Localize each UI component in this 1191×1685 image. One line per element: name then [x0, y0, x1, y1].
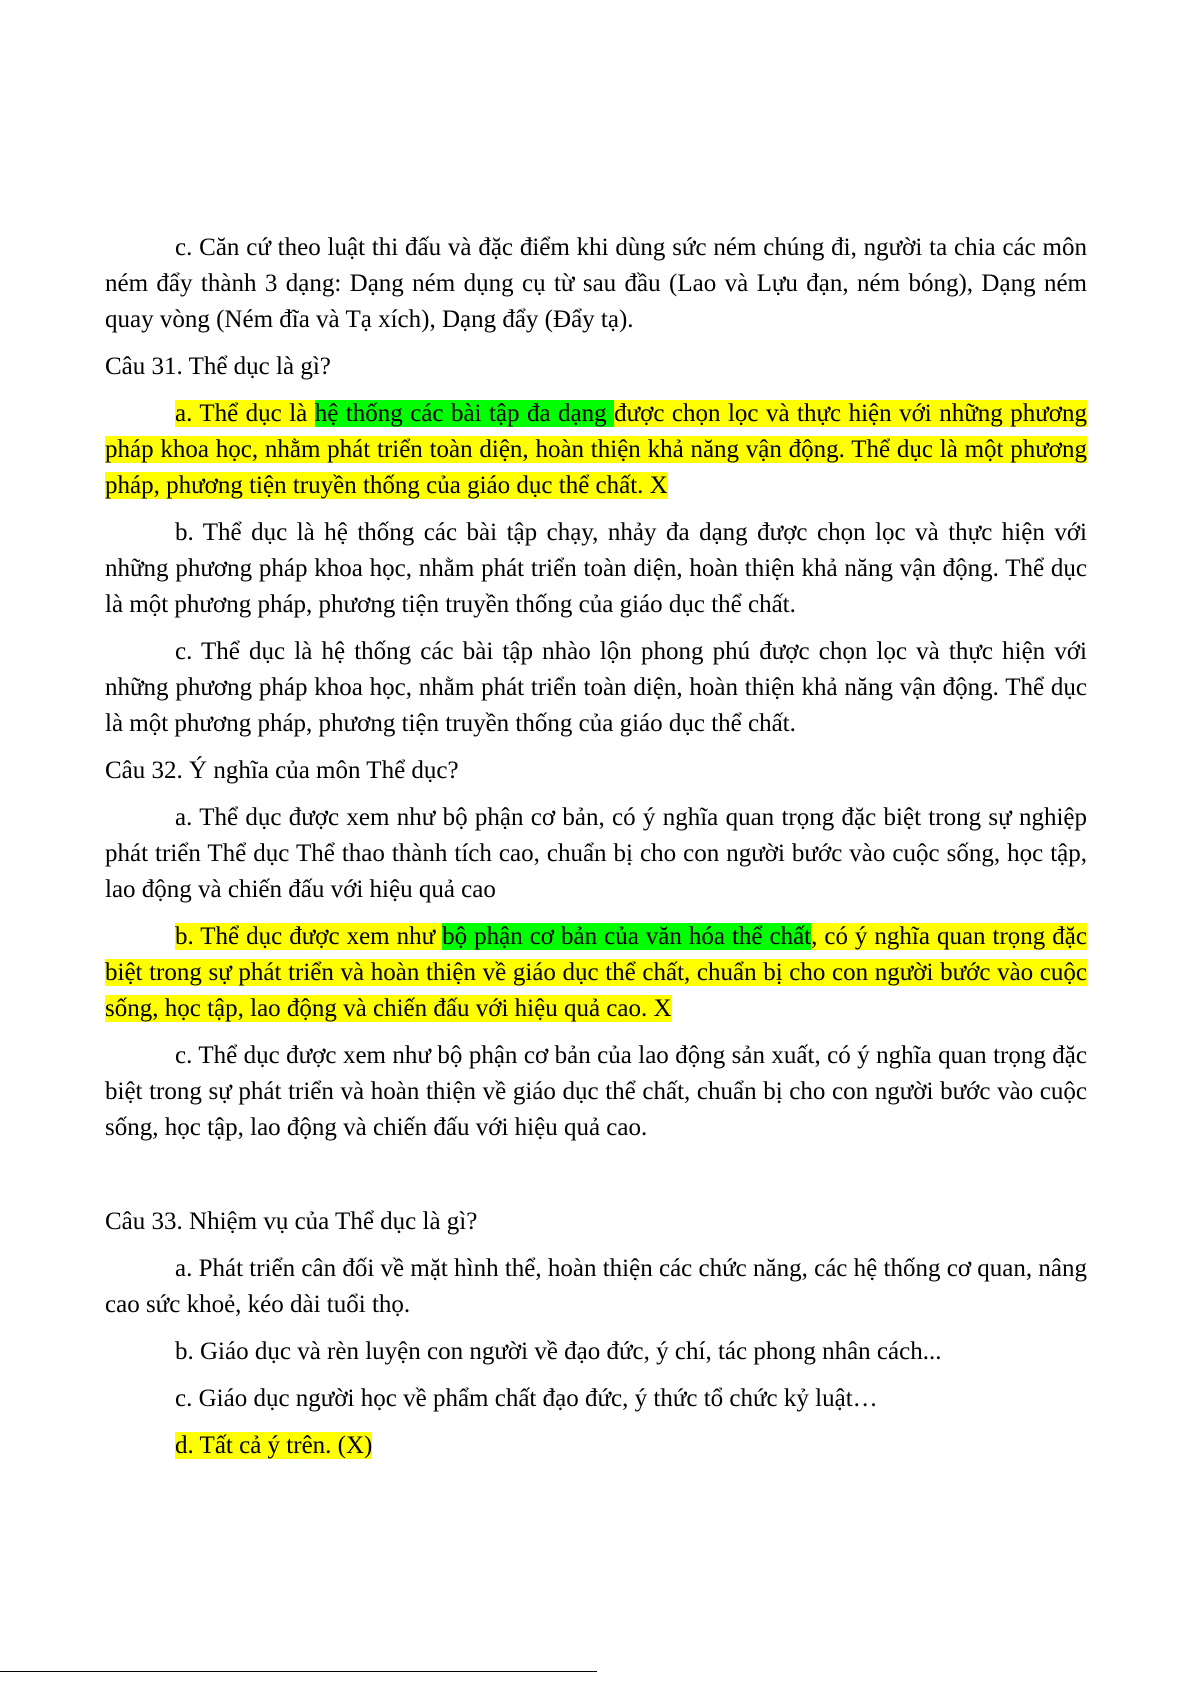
- q31-a-rest: được chọn lọc và thực hiện với những phương pháp khoa học, nhằm phát triển toàn diện, hoàn thiện khả năng vận động. Thể dục là một phương pháp, phương tiện truyền thống của giáo dục thể chất. X: [105, 400, 1087, 499]
- q32-b-keyphrase: bộ phận cơ bản của văn hóa thể chất: [442, 923, 812, 950]
- q32-answer-c: c. Thể dục được xem như bộ phận cơ bản của lao động sản xuất, có ý nghĩa quan trọng đặc biệt trong sự phát triển và hoàn thiện về giáo dục thể chất, chuẩn bị cho con người bước vào cuộc sống, học tập, lao động và chiến đấu với hiệu quả cao.: [105, 1042, 1087, 1141]
- q33-answer-c: c. Giáo dục người học về phẩm chất đạo đức, ý thức tổ chức kỷ luật…: [175, 1385, 878, 1412]
- footer-divider: [0, 1671, 597, 1672]
- question-31: Câu 31. Thể dục là gì?: [105, 353, 331, 380]
- q33-answer-d: [105, 1428, 1087, 1464]
- question-33: Câu 33. Nhiệm vụ của Thể dục là gì?: [105, 1208, 478, 1235]
- q33-answer-a: a. Phát triển cân đối về mặt hình thể, hoàn thiện các chức năng, các hệ thống cơ quan, nâng cao sức khoẻ, kéo dài tuổi thọ.: [105, 1255, 1087, 1318]
- q31-a-keyphrase: hệ thống các bài tập đa dạng: [314, 400, 615, 427]
- q31-answer-c: c. Thể dục là hệ thống các bài tập nhào lộn phong phú được chọn lọc và thực hiện với những phương pháp khoa học, nhằm phát triển toàn diện, hoàn thiện khả năng vận động. Thể dục là một phương pháp, phương tiện truyền thống của giáo dục thể chất.: [105, 638, 1087, 737]
- q33-d-highlight: d. Tất cả ý trên. (X): [175, 1432, 373, 1459]
- intro-answer-c: c. Căn cứ theo luật thi đấu và đặc điểm khi dùng sức ném chúng đi, người ta chia các môn ném đẩy thành 3 dạng: Dạng ném dụng cụ từ sau đầu (Lao và Lựu đạn, ném bóng), Dạng ném quay vòng (Ném đĩa và Tạ xích), Dạng đẩy (Đẩy tạ).: [105, 234, 1087, 333]
- q33-answer-b: b. Giáo dục và rèn luyện con người về đạo đức, ý chí, tác phong nhân cách...: [175, 1338, 942, 1365]
- q31-answer-a: [105, 396, 1087, 504]
- q32-answer-a: a. Thể dục được xem như bộ phận cơ bản, có ý nghĩa quan trọng đặc biệt trong sự nghiệp phát triển Thể dục Thể thao thành tích cao, chuẩn bị cho con người bước vào cuộc sống, học tập, lao động và chiến đấu với hiệu quả cao: [105, 804, 1087, 903]
- q32-answer-b: [105, 919, 1087, 1027]
- q32-b-rest: , có ý nghĩa quan trọng đặc biệt trong sự phát triển và hoàn thiện về giáo dục thể chất, chuẩn bị cho con người bước vào cuộc sống, học tập, lao động và chiến đấu với hiệu quả cao. X: [105, 923, 1087, 1022]
- q31-a-prefix: a. Thể dục là: [175, 400, 315, 427]
- question-32: Câu 32. Ý nghĩa của môn Thể dục?: [105, 757, 459, 784]
- q32-b-prefix: b. Thể dục được xem như: [175, 923, 443, 950]
- q31-answer-b: b. Thể dục là hệ thống các bài tập chạy, nhảy đa dạng được chọn lọc và thực hiện với những phương pháp khoa học, nhằm phát triển toàn diện, hoàn thiện khả năng vận động. Thể dục là một phương pháp, phương tiện truyền thống của giáo dục thể chất.: [105, 519, 1087, 618]
- document-body: [105, 230, 1087, 1475]
